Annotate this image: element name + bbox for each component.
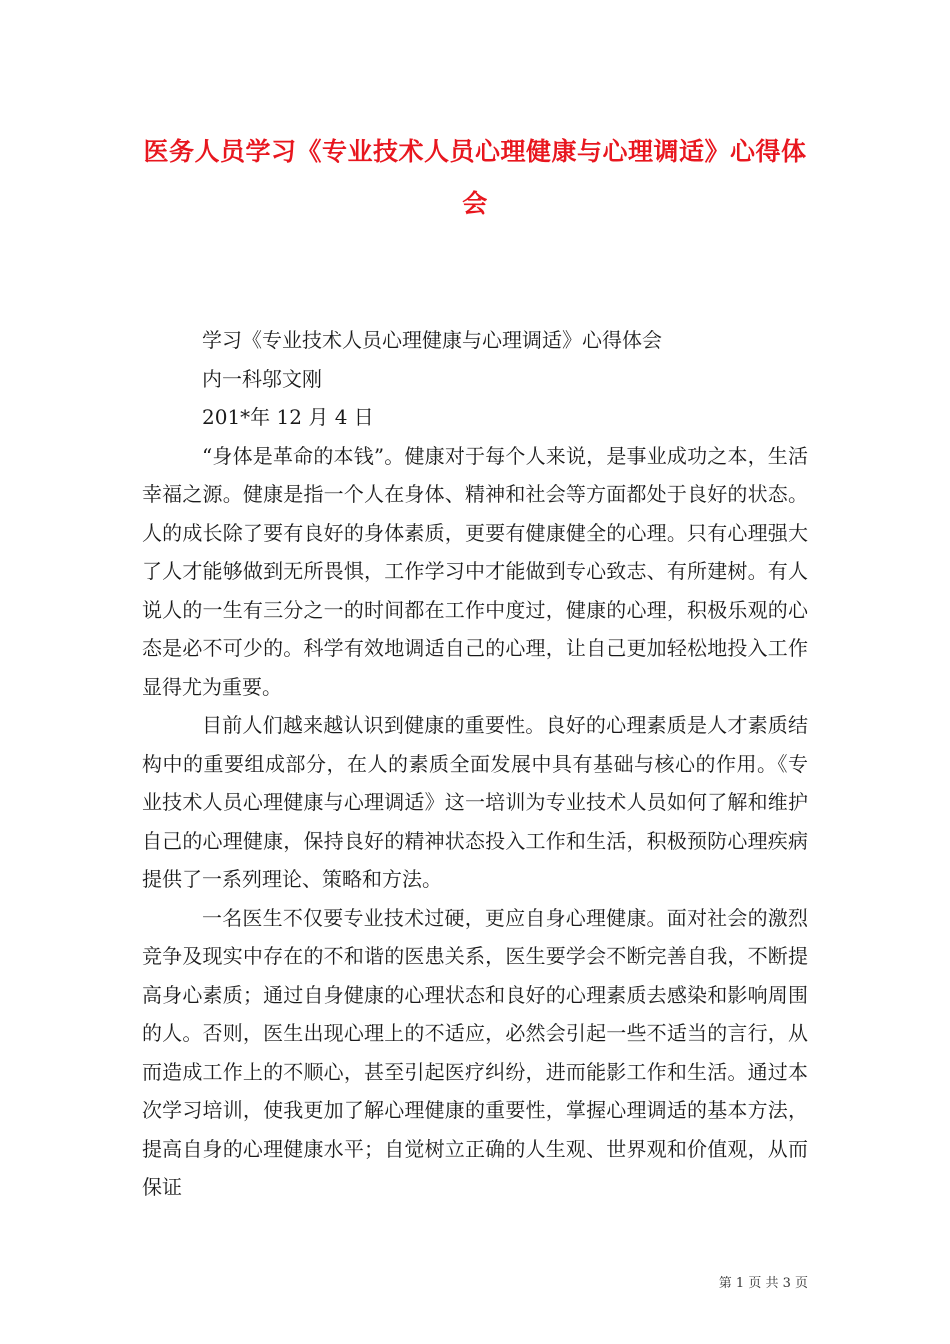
page-title: 医务人员学习《专业技术人员心理健康与心理调适》心得体会 xyxy=(143,137,807,218)
paragraph-1: “身体是革命的本钱”。健康对于每个人来说，是事业成功之本，生活幸福之源。健康是指一个人在身体、精神和社会等方面都处于良好的状态。人的成长除了要有良好的身体素质，更要有健康健全的心理。只有心理强大了人才能够做到无所畏惧，工作学习中才能做到专心致志、有所建树。有人说人的一生有三分之一的时间都在工作中度过，健康的心理，积极乐观的心态是必不可少的。科学有效地调适自己的心理，让自己更加轻松地投入工作显得尤为重要。 xyxy=(142,443,808,699)
date-line: 201*年 12 月 4 日 xyxy=(202,405,374,429)
paragraph-3: 一名医生不仅要专业技术过硬，更应自身心理健康。面对社会的激烈竞争及现实中存在的不和谐的医患关系，医生要学会不断完善自我，不断提高身心素质；通过自身健康的心理状态和良好的心理素质去感染和影响周围的人。否则，医生出现心理上的不适应，必然会引起一些不适当的言行，从而造成工作上的不顺心，甚至引起医疗纠纷，进而能影工作和生活。通过本次学习培训，使我更加了解心理健康的重要性，掌握心理调适的基本方法，提高自身的心理健康水平；自觉树立正确的人生观、世界观和价值观，从而保证 xyxy=(142,905,808,1199)
page-footer: 第 1 页 共 3 页 xyxy=(718,1276,808,1291)
author-line: 内一科邬文刚 xyxy=(202,366,322,391)
subtitle: 学习《专业技术人员心理健康与心理调适》心得体会 xyxy=(202,328,662,352)
paragraph-2: 目前人们越来越认识到健康的重要性。良好的心理素质是人才素质结构中的重要组成部分，在人的素质全面发展中具有基础与核心的作用。《专业技术人员心理健康与心理调适》这一培训为专业技术人员如何了解和维护自己的心理健康，保持良好的精神状态投入工作和生活，积极预防心理疾病提供了一系列理论、策略和方法。 xyxy=(142,713,808,891)
document-body xyxy=(142,321,808,1207)
